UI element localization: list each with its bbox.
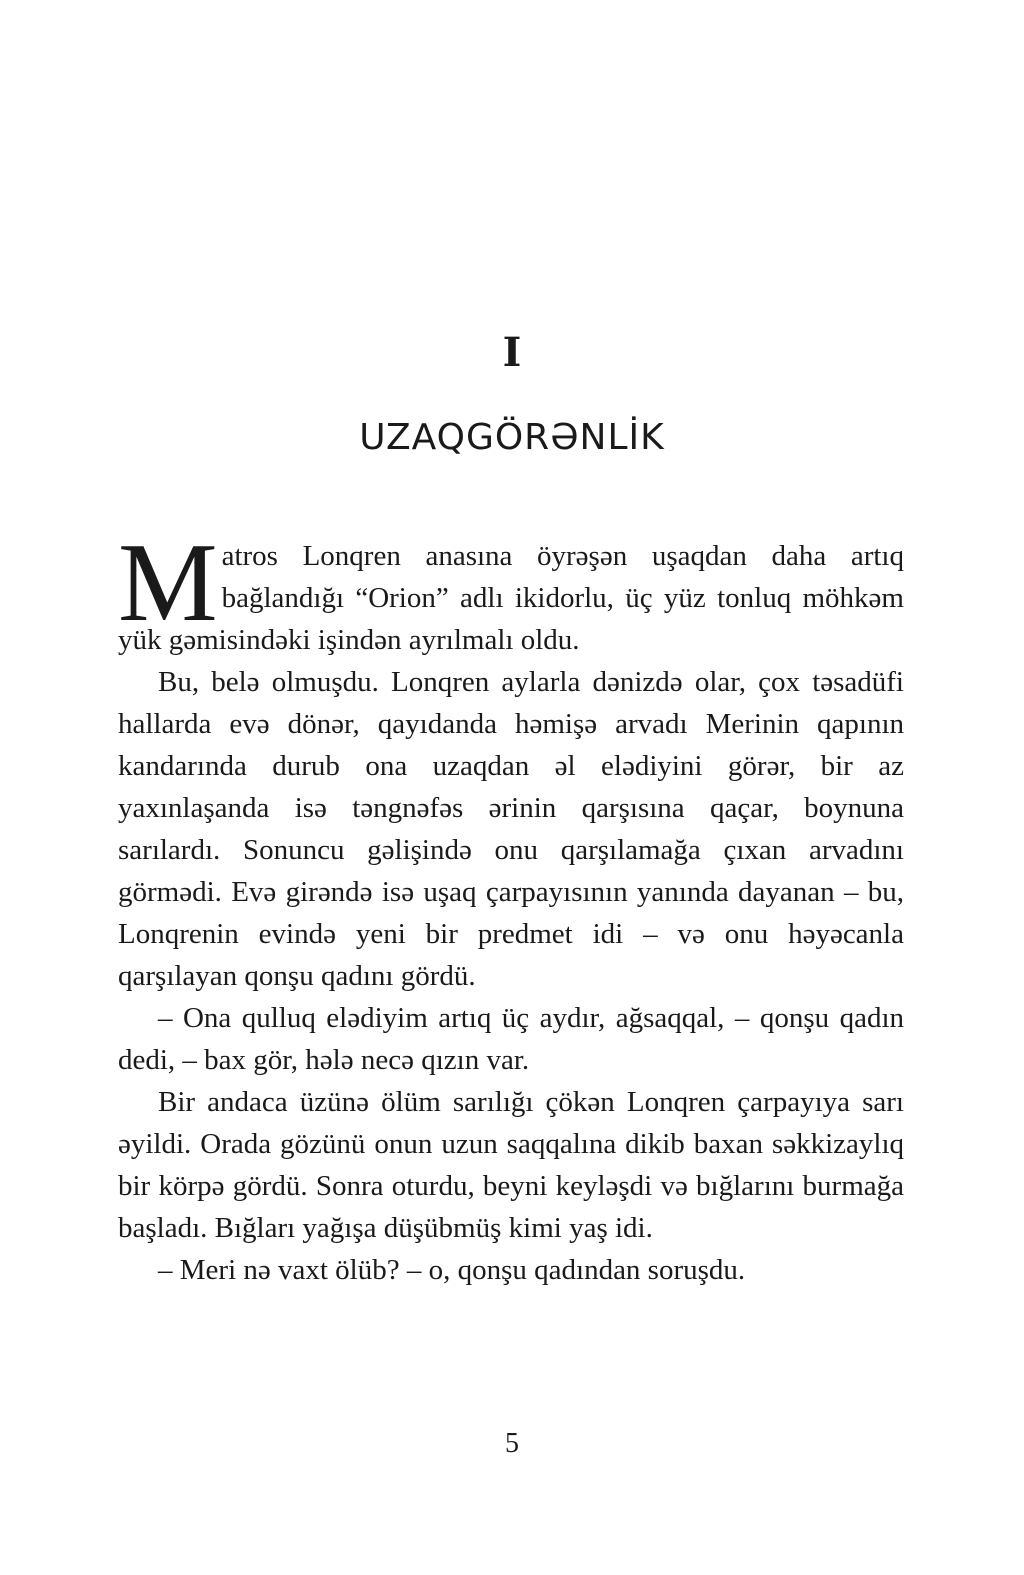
paragraph-2: Bu, belə olmuşdu. Lonqren aylarla dənizdə olar, çox təsadüfi hallarda evə dönər, qayıdanda həmişə arvadı Merinin qapının kandarında durub ona uzaqdan əl elədiyini görər, bir az yaxınlaşanda isə təngnəfəs ərinin qarşısına qaçar, boynuna sarılardı. Sonuncu gəlişində onu qarşılamağa çıxan arvadını görmədi. Evə girəndə isə uşaq çarpayısının yanında dayanan – bu, Lonqrenin evində yeni bir predmet idi – və onu həyəcanla qarşılayan qonşu qadını gördü. bbox=[118, 666, 904, 992]
chapter-number: I bbox=[502, 329, 522, 376]
paragraph-1 bbox=[118, 521, 904, 661]
body-text bbox=[118, 521, 904, 1291]
paragraph-5: – Meri nə vaxt ölüb? – o, qonşu qadından soruşdu. bbox=[158, 1254, 746, 1286]
chapter-title: UZAQGÖRƏNLİK bbox=[359, 417, 665, 458]
page-number: 5 bbox=[505, 1428, 519, 1459]
paragraph-1-text: atros Lonqren anasına öyrəşən uşaqdan daha artıq bağlandığı “Orion” adlı ikidorlu, üç yüz tonluq möhkəm yük gəmisindəki işindən ayrılmalı oldu. bbox=[118, 540, 904, 656]
drop-cap: M bbox=[118, 521, 218, 645]
paragraph-4: Bir andaca üzünə ölüm sarılığı çökən Lonqren çarpayıya sarı əyildi. Orada gözünü onun uzun saqqalına dikib baxan səkkizaylıq bir körpə gördü. Sonra oturdu, beyni keyləşdi və bığlarını burmağa başladı. Bığları yağışa düşübmüş kimi yaş idi. bbox=[118, 1086, 904, 1244]
paragraph-3: – Ona qulluq elədiyim artıq üç aydır, ağsaqqal, – qonşu qadın dedi, – bax gör, hələ necə qızın var. bbox=[118, 1002, 904, 1076]
